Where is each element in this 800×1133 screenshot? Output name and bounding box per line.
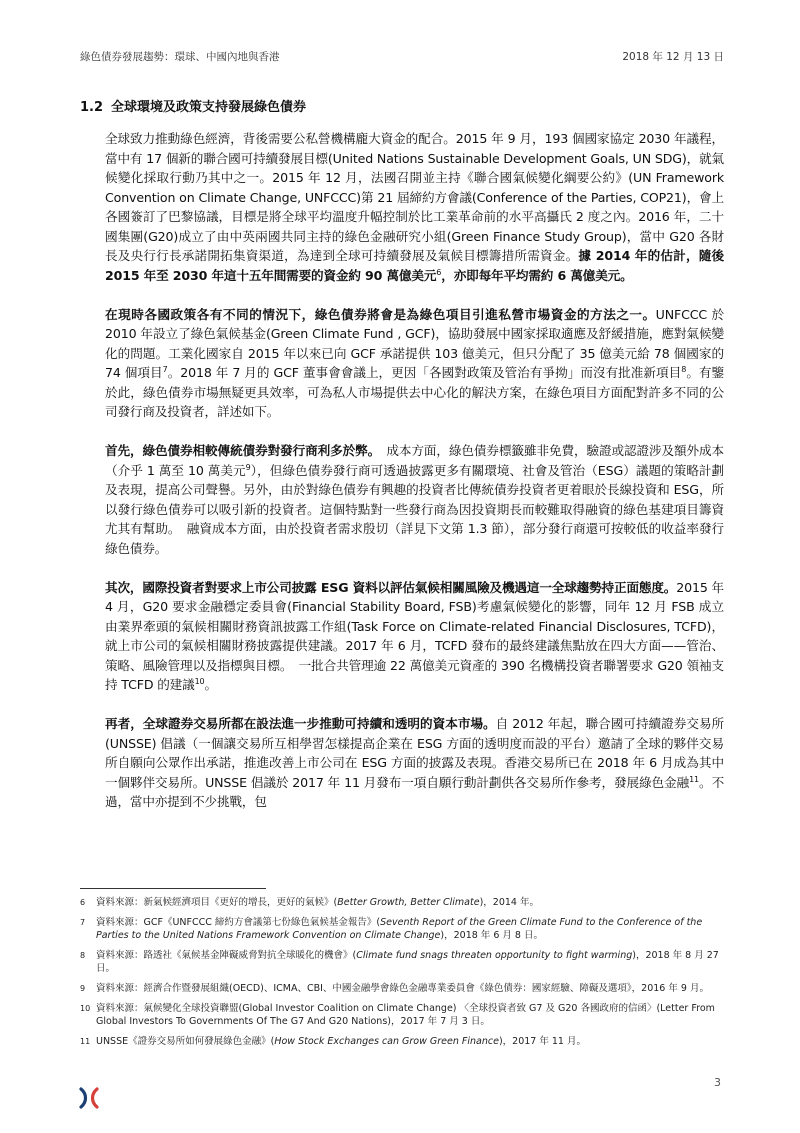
p4-bold-lead: 其次，國際投資者對要求上市公司披露 ESG 資料以評估氣候相關風險及機遇這一全球趨勢持正面態度。 bbox=[105, 579, 677, 595]
footnote-item bbox=[80, 1002, 722, 1028]
section-number: 1.2 bbox=[80, 100, 104, 115]
paragraph-5 bbox=[105, 714, 724, 812]
p1-bold-estimate: 據 2014 年的估計，隨後 2015 年至 2030 年這十五年間需要的資金約 90 萬億美元 bbox=[105, 248, 724, 283]
body-text bbox=[105, 129, 724, 831]
footnote-text-post: )，2018 年 8 月 27 日。 bbox=[96, 950, 719, 974]
paragraph-1 bbox=[105, 129, 724, 285]
footnote-text-pre: 資料來源：氣候變化全球投資聯盟(Global Investor Coalition on Climate Change) 〈全球投資者致 G7 及 G20 各國政府的信函〉(Letter From Global Investors To Governments Of The G7 And G20 Nations)，2017 年 7 月 3 日。 bbox=[96, 1003, 715, 1027]
logo-stroke-left bbox=[81, 1089, 86, 1107]
footnote-number: 8 bbox=[80, 951, 86, 960]
p2-text-c: 。2018 年 7 月的 GCF 董事會會議上，更因「各國對政策及管治有爭拗」而沒有批准新項目 bbox=[167, 365, 682, 380]
footnote-number: 7 bbox=[80, 918, 86, 927]
footnote-text-pre: 資料來源：經濟合作暨發展組織(OECD)、ICMA、CBI、中國金融學會綠色金融專業委員會《綠色債券：國家經驗、障礙及選項》，2016 年 9 月。 bbox=[96, 983, 709, 994]
footnote-ref-8[interactable]: 8 bbox=[681, 364, 687, 374]
footnote-ref-10[interactable]: 10 bbox=[194, 676, 205, 686]
footnote-item bbox=[80, 896, 722, 909]
paragraph-4 bbox=[105, 578, 724, 695]
footnote-text-post: )，2018 年 6 月 8 日。 bbox=[440, 930, 543, 941]
paragraph-3 bbox=[105, 441, 724, 558]
page-number: 3 bbox=[714, 1076, 721, 1089]
p4-text-c: 。 bbox=[204, 677, 217, 692]
footnote-number: 11 bbox=[80, 1037, 91, 1046]
footnote-text bbox=[96, 916, 722, 942]
footnote-text-pre: 資料來源：路透社《氣候基金陣礙威脅對抗全球暖化的機會》( bbox=[96, 950, 357, 961]
footnote-item bbox=[80, 1035, 722, 1048]
p3-text-a: 成本方面，綠色債券標籤雖非免費，驗證或認證涉及額外成本（介乎 1 萬至 10 萬美元 bbox=[105, 443, 724, 478]
footnote-title-italic: How Stock Exchanges can Grow Green Finance bbox=[274, 1036, 499, 1047]
footnote-text bbox=[96, 1002, 722, 1028]
p1-text: 全球致力推動綠色經濟，背後需要公私營機構龐大資金的配合。2015 年 9 月，193 個國家協定 2030 年議程，當中有 17 個新的聯合國可持續發展目標(United Nations Sustainable Development Goals, UN SDG)，就氣候變化採取行動乃其中之一。2015 年 12 月，法國召開並主持《聯合國氣候變化綱要公約》(UN Framework Convention on Climate Change, UNFCCC)第 21 屆締約方會議(Conference of the Parties, COP21)，會上各國簽訂了巴黎協議，目標是將全球平均溫度升幅控制於比工業革命前的水平高攝氏 2 度之內。2016 年，二十國集團(G20)成立了由中英兩國共同主持的綠色金融研究小組(Green Finance Study Group)，當中 G20 各財長及央行行長承諾開拓集資渠道，為達到全球可持續發展及氣候目標籌措所需資金。 bbox=[105, 131, 724, 263]
footnote-text-pre: 資料來源：GCF《UNFCCC 締約方會議第七份綠色氣候基金報告》( bbox=[96, 917, 381, 928]
footnote-text-post: )，2017 年 11 月。 bbox=[498, 1036, 586, 1047]
section-title: 全球環境及政策支持發展綠色債券 bbox=[111, 100, 307, 115]
p3-bold-lead: 首先，綠色債券相較傳統債券對發行商利多於弊。 bbox=[105, 443, 374, 458]
footnote-ref-11[interactable]: 11 bbox=[689, 774, 699, 784]
footnote-item bbox=[80, 982, 722, 995]
footnote-number: 10 bbox=[80, 1004, 91, 1013]
footnote-title-italic: Climate fund snags threaten opportunity to fight warming bbox=[356, 950, 633, 961]
footnote-text-pre: UNSSE《證券交易所如何發展綠色金融》( bbox=[96, 1036, 275, 1047]
p2-text-d: 。有鑒於此，綠色債券市場無疑更具效率，可為私人市場提供去中心化的解決方案，在綠色項目方面配對許多不同的公司發行商及投資者，詳述如下。 bbox=[105, 365, 724, 419]
footnote-number: 6 bbox=[80, 898, 86, 907]
footnote-text-pre: 資料來源：新氣候經濟項目《更好的增長，更好的氣候》( bbox=[96, 897, 338, 908]
paragraph-2 bbox=[105, 305, 724, 422]
logo-stroke-right bbox=[93, 1089, 98, 1107]
section-heading bbox=[80, 96, 306, 115]
running-header-title: 綠色債券發展趨勢：環球、中國內地與香港 bbox=[80, 51, 280, 63]
footnotes bbox=[80, 896, 722, 1055]
footnote-title-italic: Better Growth, Better Climate bbox=[337, 897, 480, 908]
footnote-text bbox=[96, 1035, 722, 1048]
p2-bold-lead: 在現時各國政策各有不同的情況下，綠色債券將會是為綠色項目引進私營市場資金的方法之一。 bbox=[105, 306, 656, 322]
p1-bold-annual: ，亦即每年平均需約 6 萬億美元。 bbox=[441, 267, 633, 283]
footnote-text-post: )，2014 年。 bbox=[479, 897, 539, 908]
footnote-ref-6[interactable]: 6 bbox=[436, 267, 442, 277]
footnote-ref-9[interactable]: 9 bbox=[245, 462, 251, 472]
footnote-number: 9 bbox=[80, 984, 86, 993]
p4-text-a: 2015 年 4 月，G20 要求金融穩定委員會(Financial Stability Board, FSB)考慮氣候變化的影響，同年 12 月 FSB 成立由業界牽頭的氣候相關財務資訊披露工作組(Task Force on Climate-related Financial Disclosures, TCFD)，就上市公司的氣候相關財務披露提供建議。2017 年 6 月，TCFD 發布的最終建議焦點放在四大方面——管治、策略、風險管理以及指標與目標。 一批合共管理逾 22 萬億美元資產的 390 名機構投資者聯署要求 G20 領袖支持 TCFD 的建議 bbox=[105, 579, 724, 692]
footnote-text bbox=[96, 896, 722, 909]
footnote-divider bbox=[80, 888, 266, 889]
p5-text-a: 自 2012 年起，聯合國可持續證券交易所(UNSSE) 倡議（一個讓交易所互相學習怎樣提高企業在 ESG 方面的透明度而設的平台）邀請了全球的夥伴交易所自願向公眾作出承諾，推進改善上市公司在 ESG 方面的披露及表現。香港交易所已在 2018 年 6 月成為其中一個夥伴交易所。UNSSE 倡議於 2017 年 11 月發布一項自願行動計劃供各交易所作參考，發展綠色金融 bbox=[105, 716, 724, 790]
footnote-title-italic: Seventh Report of the Green Climate Fund to the Conference of the Parties to the United Nations Framework Convention on Climate Change bbox=[96, 917, 703, 941]
p2-text-a: UNFCCC 於 2010 年設立了綠色氣候基金(Green Climate Fund , GCF)，協助發展中國家採取適應及舒緩措施，應對氣候變化的問題。工業化國家自 2015 年以來已向 GCF 承諾提供 103 億美元，但只分配了 35 億美元給 78 個國家的 74 個項目 bbox=[105, 306, 724, 380]
p3-text-c: ），但綠色債券發行商可透過披露更多有關環境、社會及管治（ESG）議題的策略計劃及表現，提高公司聲譽。另外，由於對綠色債券有興趣的投資者比傳統債券投資者更着眼於長線投資和 ESG，所以發行綠色債券可以吸引新的投資者。這個特點對一些發行商為因投資期長而較難取得融資的綠色基建項目籌資尤其有幫助。 融資成本方面，由於投資者需求殷切（詳見下文第 1.3 節），部分發行商還可按較低的收益率發行綠色債券。 bbox=[105, 462, 724, 556]
p5-bold-lead: 再者，全球證券交易所都在設法進一步推動可持續和透明的資本市場。 bbox=[105, 716, 496, 731]
footnote-ref-7[interactable]: 7 bbox=[162, 364, 168, 374]
hkex-logo-icon bbox=[78, 1087, 100, 1109]
footnote-item bbox=[80, 916, 722, 942]
running-header-date: 2018 年 12 月 13 日 bbox=[622, 51, 724, 63]
footnote-text bbox=[96, 982, 722, 995]
footnote-text bbox=[96, 949, 722, 975]
p5-text-c: 。不過，當中亦提到不少挑戰，包 bbox=[105, 774, 725, 809]
footnote-item bbox=[80, 949, 722, 975]
